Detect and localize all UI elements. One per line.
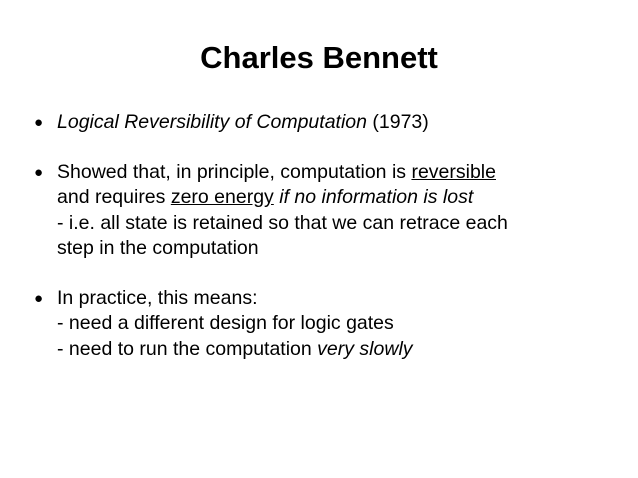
zero-energy-term: zero energy	[170, 186, 274, 208]
very-slowly-text: very slowly	[317, 337, 413, 360]
bullet-2-line-3: - i.e. all state is retained so that we can retrace each	[57, 211, 508, 234]
bullet-2-line-1-text: Showed that, in principle, computation is	[57, 160, 412, 183]
bullet-3-line-2: - need a different design for logic gates	[57, 312, 394, 334]
bullet-2-line-4: step in the computation	[57, 237, 259, 259]
bullet-dot-icon: ●	[34, 114, 44, 131]
bullet-dot-icon: ●	[34, 289, 44, 307]
bullet-2-line-2-text: and requires	[57, 186, 171, 208]
slide-title: Charles Bennett	[200, 40, 438, 75]
reversible-term: reversible	[411, 160, 496, 183]
bullet-2-line-2	[57, 185, 624, 211]
bullet-3-line-3	[57, 337, 624, 363]
bullet-list	[34, 110, 624, 386]
bullet-dot-icon: ●	[34, 163, 44, 181]
bullet-2-line-1	[57, 160, 624, 186]
bullet-item-3	[34, 286, 624, 363]
paper-year: (1973)	[372, 111, 429, 133]
condition-text: if no information is lost	[279, 186, 474, 208]
bullet-3-line-3-text: - need to run the computation	[57, 337, 318, 360]
bullet-item-1	[34, 110, 624, 136]
bullet-1-line	[57, 110, 624, 136]
paper-title: Logical Reversibility of Computation	[57, 111, 367, 133]
bullet-item-2	[34, 160, 624, 262]
bullet-3-line-1: In practice, this means:	[57, 286, 258, 309]
